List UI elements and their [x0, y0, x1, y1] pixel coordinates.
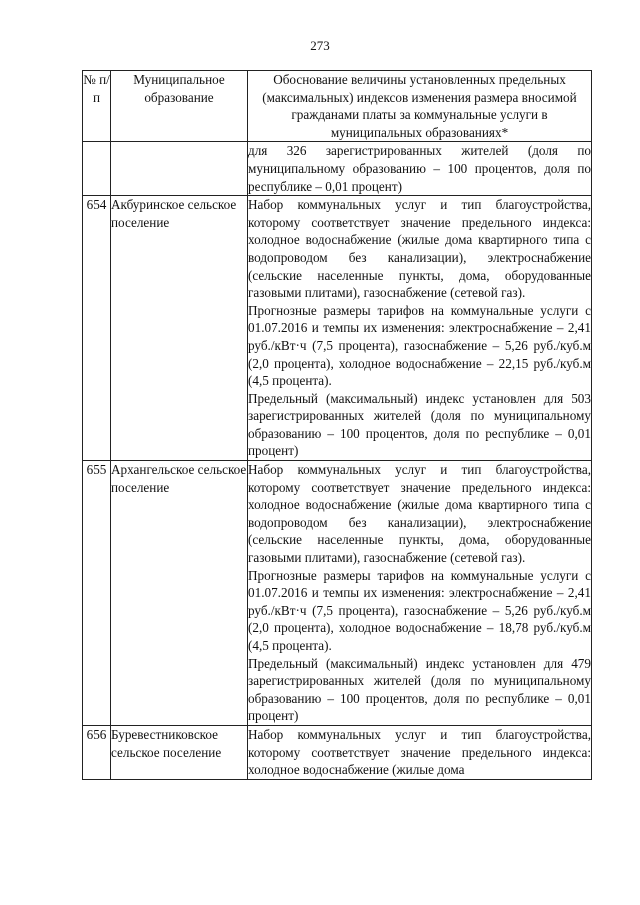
tariff-index-table — [82, 70, 592, 780]
table-row — [83, 725, 592, 779]
header-number: № п/п — [83, 71, 111, 142]
justification-paragraph: Прогнозные размеры тарифов на коммунальные услуги с 01.07.2016 и темпы их изменения: электроснабжение – 2,41 руб./кВт·ч (7,5 процента), газоснабжение – 5,26 руб./куб.м (2,0 процента), холодное водоснабжение – 18,78 руб./куб.м (4,5 процента). — [248, 567, 591, 653]
table-row — [83, 196, 592, 461]
justification-paragraph: Набор коммунальных услуг и тип благоустройства, которому соответствует значение предельного индекса: холодное водоснабжение (жилые дома — [248, 726, 591, 778]
table-header-row — [83, 71, 592, 142]
justification-paragraph: для 326 зарегистрированных жителей (доля по муниципальному образованию – 100 процентов, доля по республике – 0,01 процент) — [248, 143, 591, 194]
row-number: 656 — [83, 725, 111, 779]
row-number: 655 — [83, 461, 111, 726]
row-municipality: Буревестниковское сельское поселение — [111, 725, 248, 779]
header-municipality: Муниципальное образование — [111, 71, 248, 142]
header-justification: Обоснование величины установленных предельных (максимальных) индексов изменения размера вносимой гражданами платы за коммунальные услуги в муниципальных образованиях* — [248, 71, 592, 142]
row-justification — [248, 725, 592, 779]
row-municipality: Акбуринское сельское поселение — [111, 196, 248, 461]
table-row — [83, 461, 592, 726]
row-justification — [248, 142, 592, 196]
row-justification — [248, 196, 592, 461]
row-municipality: Архангельское сельское поселение — [111, 461, 248, 726]
row-number: 654 — [83, 196, 111, 461]
row-number — [83, 142, 111, 196]
table-row-continuation — [83, 142, 592, 196]
justification-paragraph: Предельный (максимальный) индекс установлен для 479 зарегистрированных жителей (доля по муниципальному образованию – 100 процентов, доля по республике – 0,01 процент) — [248, 655, 591, 724]
justification-paragraph: Набор коммунальных услуг и тип благоустройства, которому соответствует значение предельного индекса: холодное водоснабжение (жилые дома квартирного типа с водопроводом без канализации), электроснабжение (сельские населенные пункты, дома, оборудованные газовыми плитами), газоснабжение (сетевой газ). — [248, 197, 591, 301]
row-justification — [248, 461, 592, 726]
justification-paragraph: Набор коммунальных услуг и тип благоустройства, которому соответствует значение предельного индекса: холодное водоснабжение (жилые дома квартирного типа с водопроводом без канализации), электроснабжение (сельские населенные пункты, дома, оборудованные газовыми плитами), газоснабжение (сетевой газ). — [248, 462, 591, 566]
row-municipality — [111, 142, 248, 196]
justification-paragraph: Прогнозные размеры тарифов на коммунальные услуги с 01.07.2016 и темпы их изменения: электроснабжение – 2,41 руб./кВт·ч (7,5 процента), газоснабжение – 5,26 руб./куб.м (2,0 процента), холодное водоснабжение – 22,15 руб./куб.м (4,5 процента). — [248, 302, 591, 389]
page-number: 273 — [310, 38, 330, 53]
justification-paragraph: Предельный (максимальный) индекс установлен для 503 зарегистрированных жителей (доля по муниципальному образованию – 100 процентов, доля по республике – 0,01 процент) — [248, 390, 591, 459]
